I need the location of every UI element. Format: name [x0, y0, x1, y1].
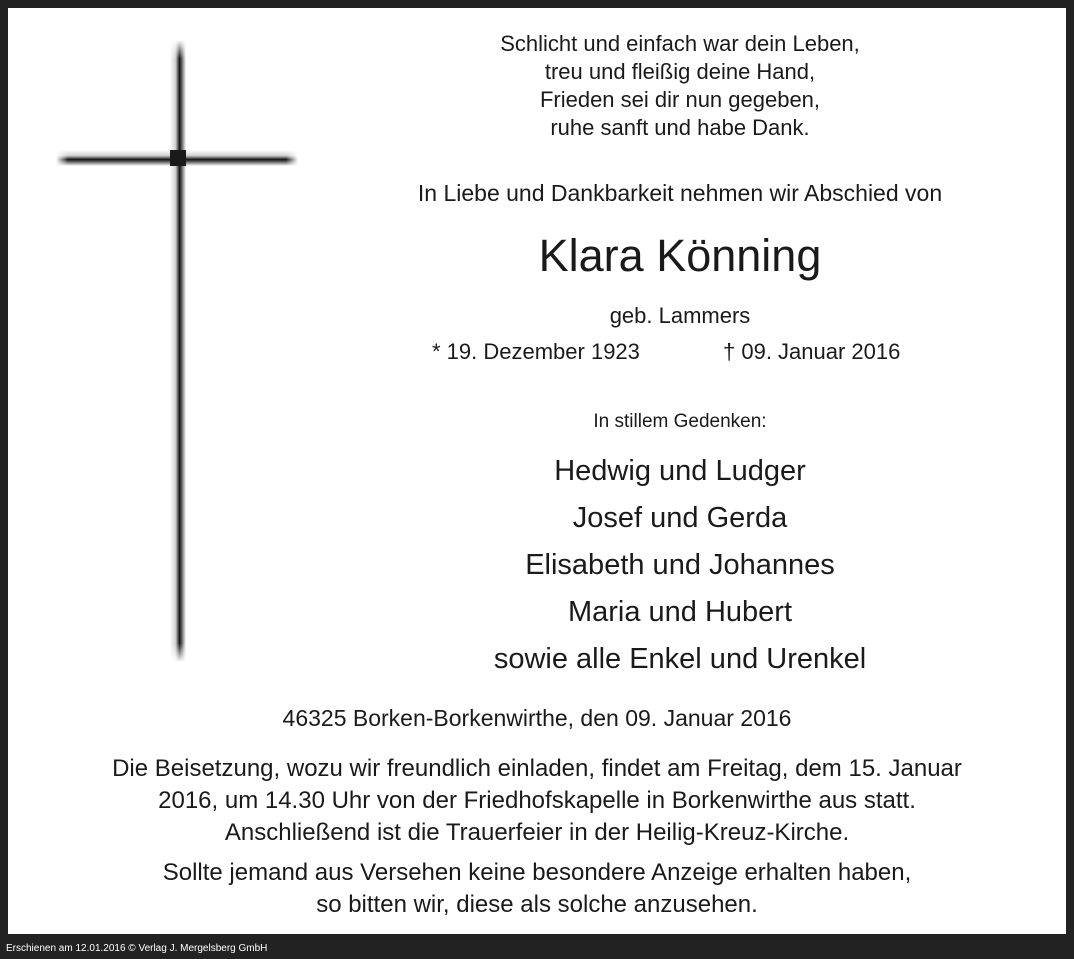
family-line-4: Maria und Hubert — [567, 596, 793, 628]
notice-line-2: so bitten wir, diese als solche anzusehen. — [316, 891, 758, 918]
birth-name: geb. Lammers — [609, 303, 751, 328]
notice-line-1: Sollte jemand aus Versehen keine besondere Anzeige erhalten haben, — [162, 859, 912, 886]
mourning-heading: In stillem Gedenken: — [593, 411, 767, 432]
death-date: † 09. Januar 2016 — [723, 339, 901, 364]
poem-line-2: treu und fleißig deine Hand, — [544, 59, 816, 84]
funeral-line-2: 2016, um 14.30 Uhr von der Friedhofskapelle in Borkenwirthe aus statt. — [158, 787, 916, 814]
deceased-name: Klara Könning — [538, 230, 822, 281]
funeral-line-1: Die Beisetzung, wozu wir freundlich einladen, findet am Freitag, dem 15. Januar — [112, 755, 962, 782]
funeral-line-3: Anschließend ist die Trauerfeier in der Heilig-Kreuz-Kirche. — [224, 819, 850, 846]
farewell-intro: In Liebe und Dankbarkeit nehmen wir Abschied von — [417, 180, 943, 206]
place-date: 46325 Borken-Borkenwirthe, den 09. Januar 2016 — [282, 705, 792, 731]
poem-line-1: Schlicht und einfach war dein Leben, — [500, 31, 860, 56]
family-line-3: Elisabeth und Johannes — [525, 549, 835, 581]
family-line-5: sowie alle Enkel und Urenkel — [493, 643, 867, 675]
publication-footer: Erschienen am 12.01.2016 © Verlag J. Mergelsberg GmbH — [0, 938, 1074, 959]
cross-icon — [52, 38, 302, 668]
birth-date: * 19. Dezember 1923 — [432, 339, 640, 364]
poem-line-3: Frieden sei dir nun gegeben, — [539, 87, 821, 112]
poem-line-4: ruhe sanft und habe Dank. — [550, 115, 810, 140]
family-line-1: Hedwig und Ludger — [554, 455, 806, 487]
family-line-2: Josef und Gerda — [572, 502, 788, 534]
